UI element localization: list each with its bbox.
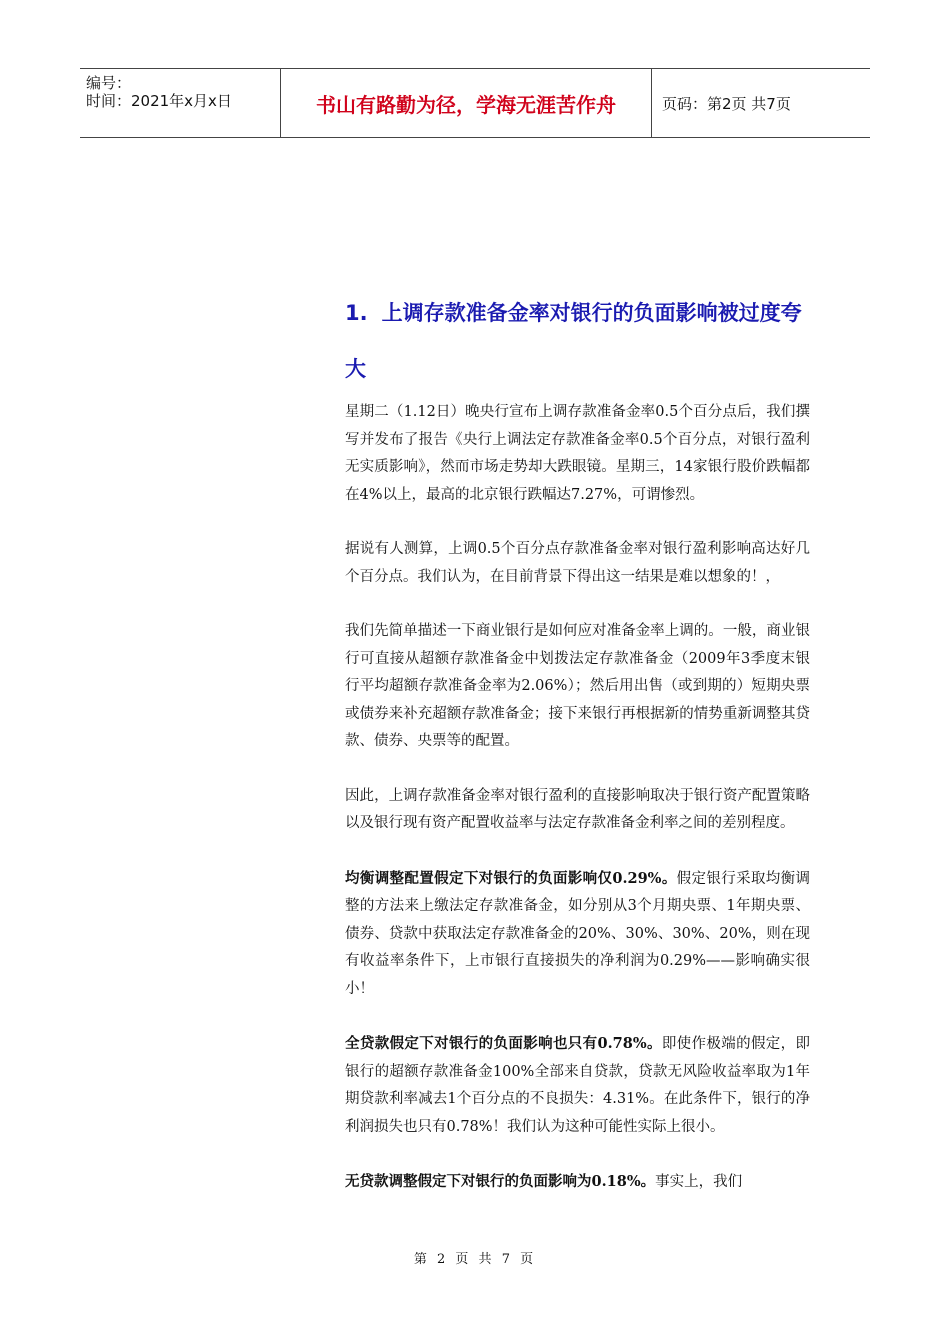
paragraph-lead: 全贷款假定下对银行的负面影响也只有0.78%。 [345, 1035, 662, 1052]
paragraph-text: 我们先简单描述一下商业银行是如何应对准备金率上调的。一般，商业银行可直接从超额存款准备金中划拨法定存款准备金（2009年3季度末银行平均超额存款准备金率为2.06%）；然后用出售（或到期的）短期央票或债券来补充超额存款准备金；接下来银行再根据新的情势重新调整其贷款、债券、央票等的配置。 [345, 623, 810, 749]
document-number-label: 编号： [86, 74, 132, 92]
header-page-cell [652, 69, 870, 137]
paragraph-text: 据说有人测算，上调0.5个百分点存款准备金率对银行盈利影响高达好几个百分点。我们认为，在目前背景下得出这一结果是难以想象的！， [345, 541, 810, 585]
header-motto-cell [281, 69, 652, 137]
paragraph [345, 536, 810, 591]
paragraph-text: 即使作极端的假定，即银行的超额存款准备金100%全部来自贷款，贷款无风险收益率取为1年期贷款利率减去1个百分点的不良损失：4.31%。在此条件下，银行的净利润损失也只有0.78%！我们认为这种可能性实际上很小。 [345, 1036, 811, 1135]
article-body [345, 285, 810, 1224]
paragraph [345, 618, 810, 756]
paragraph-lead: 无贷款调整假定下对银行的负面影响为0.18%。 [345, 1173, 656, 1190]
paragraph [345, 1168, 810, 1197]
paragraph [345, 399, 810, 509]
paragraph [345, 865, 810, 1004]
page-footer: 第 2 页 共 7 页 [413, 1252, 537, 1267]
paragraph-lead: 均衡调整配置假定下对银行的负面影响仅0.29%。 [345, 869, 677, 887]
paragraph-text: 假定银行采取均衡调整的方法来上缴法定存款准备金，如分别从3个月期央票、1年期央票、债券、贷款中获取法定存款准备金的20%、30%、30%、20%，则在现有收益率条件下，上市银行直接损失的净利润为0.29%——影响确实很小！ [345, 870, 811, 997]
paragraph-text: 事实上，我们 [655, 1174, 743, 1190]
section-heading [345, 285, 810, 397]
page-header [80, 68, 870, 138]
header-motto: 书山有路勤为径，学海无涯苦作舟 [316, 93, 616, 117]
paragraph-text: 星期二（1.12日）晚央行宣布上调存款准备金率0.5个百分点后，我们撰写并发布了报告《央行上调法定存款准备金率0.5个百分点，对银行盈利无实质影响》，然而市场走势却大跌眼镜。星期三，14家银行股价跌幅都在4%以上，最高的北京银行跌幅达7.27%，可谓惨烈。 [345, 404, 810, 503]
document-time-label: 时间：2021年x月x日 [86, 92, 232, 110]
section-number: 1. [345, 301, 368, 325]
section-title: 上调存款准备金率对银行的负面影响被过度夸大 [345, 301, 802, 381]
paragraph [345, 1030, 810, 1141]
paragraph-text: 因此，上调存款准备金率对银行盈利的直接影响取决于银行资产配置策略以及银行现有资产配置收益率与法定存款准备金利率之间的差别程度。 [345, 787, 810, 831]
paragraph [345, 783, 810, 838]
header-meta-cell [80, 69, 281, 137]
header-page-info: 页码：第2页 共7页 [662, 95, 791, 113]
